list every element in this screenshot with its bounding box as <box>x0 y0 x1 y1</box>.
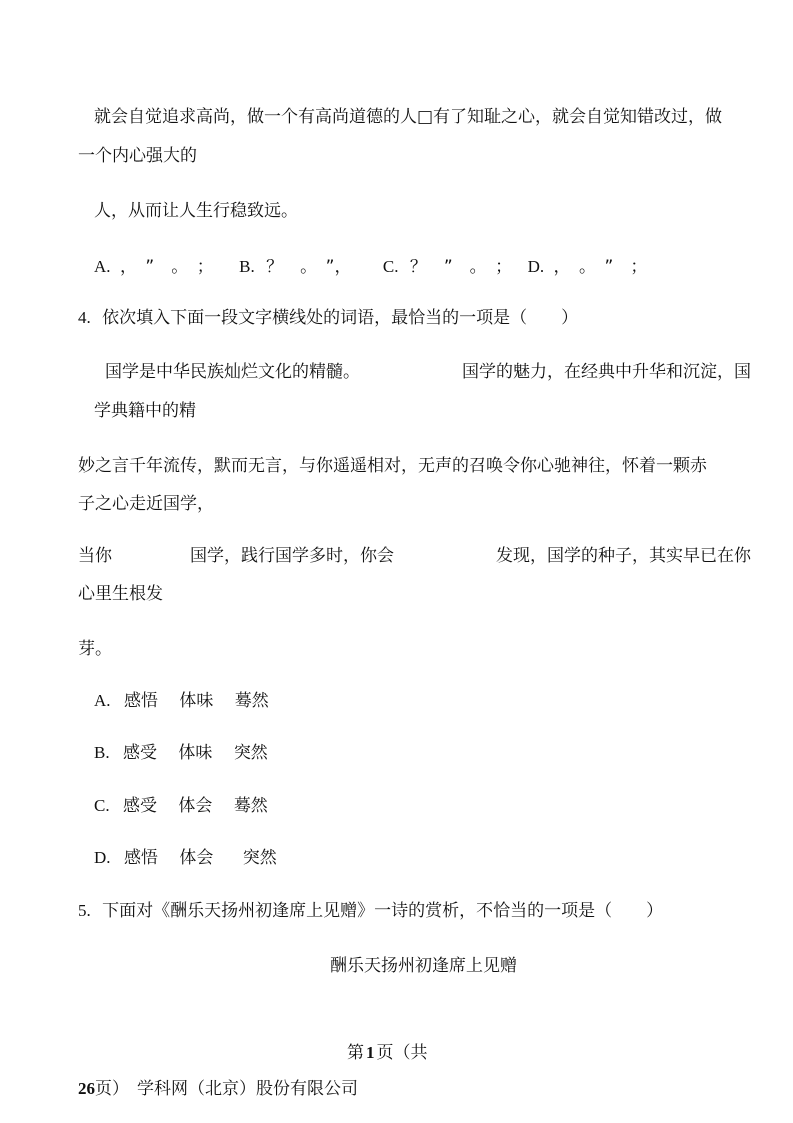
footer-total-pages: 26 <box>78 1079 95 1098</box>
q3-option-d-label: D. <box>527 257 545 276</box>
q4-stem-row <box>78 307 578 329</box>
q4-option-a-word-2: 体味 <box>179 691 214 711</box>
footer-total-suffix: 页） <box>95 1079 129 1099</box>
q4-option-b-label: B. <box>94 743 110 762</box>
q4-option-d-label: D. <box>94 848 111 867</box>
q4-option-b <box>94 742 268 764</box>
footer-company-line <box>78 1078 358 1100</box>
footer-page-number: 1 <box>366 1043 375 1062</box>
q4-passage-line-7: 芽。 <box>78 639 112 659</box>
footer-page-line <box>347 1042 428 1064</box>
q4-option-d-word-3: 突然 <box>242 848 277 868</box>
q3-text-line-2: 一个内心强大的 <box>78 146 197 166</box>
q4-option-c <box>94 795 268 817</box>
q5-stem-row <box>78 900 663 922</box>
q4-passage-line-5b: 国学，践行国学多时，你会 <box>190 546 394 566</box>
q3-text-line-1: 就会自觉追求高尚，做一个有高尚道德的人□有了知耻之心，就会自觉知错改过，做 <box>94 107 723 127</box>
q3-option-c-label: C. <box>382 257 399 276</box>
footer-company: 学科网（北京）股份有限公司 <box>137 1079 358 1099</box>
footer-page-prefix: 第 <box>347 1043 364 1063</box>
q4-option-a-word-1: 感悟 <box>123 691 158 711</box>
q5-stem: 下面对《酬乐天扬州初逢席上见赠》一诗的赏析，不恰当的一项是（ ） <box>102 901 664 921</box>
q4-passage-line-5a: 当你 <box>78 546 112 566</box>
q4-option-b-word-2: 体味 <box>178 743 213 763</box>
q4-passage-line-1a: 国学是中华民族灿烂文化的精髓。 <box>105 362 360 382</box>
q4-passage-line-6: 心里生根发 <box>78 584 163 604</box>
q4-stem: 依次填入下面一段文字横线处的词语，最恰当的一项是（ ） <box>102 308 579 328</box>
q4-option-c-word-2: 体会 <box>178 796 213 816</box>
q3-option-d-text: ， 。 ” ； <box>553 257 648 277</box>
q3-option-b-text: ？ 。 ”， <box>266 257 352 277</box>
q3-option-c-text: ？ ” 。 ； <box>409 257 513 277</box>
q3-option-a-text: ， ” 。 ； <box>119 257 214 277</box>
q4-option-a-word-3: 蓦然 <box>234 691 269 711</box>
q4-passage-line-5c: 发现，国学的种子，其实早已在你 <box>496 546 751 566</box>
q4-option-c-label: C. <box>94 796 110 815</box>
q4-option-d <box>94 847 277 869</box>
q3-option-b-label: B. <box>239 257 255 276</box>
q4-option-b-word-3: 突然 <box>233 743 268 763</box>
q4-option-b-word-1: 感受 <box>123 743 157 763</box>
q4-passage-line-4: 子之心走近国学， <box>78 494 214 514</box>
q4-option-d-word-2: 体会 <box>179 848 214 868</box>
q3-text-line-3: 人，从而让人生行稳致远。 <box>94 201 298 221</box>
q4-option-a <box>94 690 269 712</box>
q4-option-c-word-3: 蓦然 <box>233 796 268 816</box>
q4-option-c-word-1: 感受 <box>123 796 157 816</box>
q4-option-a-label: A. <box>94 691 111 710</box>
q5-number: 5. <box>78 901 91 920</box>
q4-passage-line-3: 妙之言千年流传，默而无言，与你遥遥相对，无声的召唤令你心驰神往，怀着一颗赤 <box>78 456 707 476</box>
footer-page-suffix: 页（共 <box>376 1043 428 1063</box>
q5-poem-title: 酬乐天扬州初逢席上见赠 <box>330 956 517 976</box>
q4-option-d-word-1: 感悟 <box>123 848 158 868</box>
q4-passage-line-2: 学典籍中的精 <box>94 401 196 421</box>
q3-options-row <box>94 256 647 278</box>
q4-number: 4. <box>78 308 91 327</box>
q3-option-a-label: A. <box>94 257 111 276</box>
q4-passage-line-1b: 国学的魅力，在经典中升华和沉淀，国 <box>462 362 751 382</box>
